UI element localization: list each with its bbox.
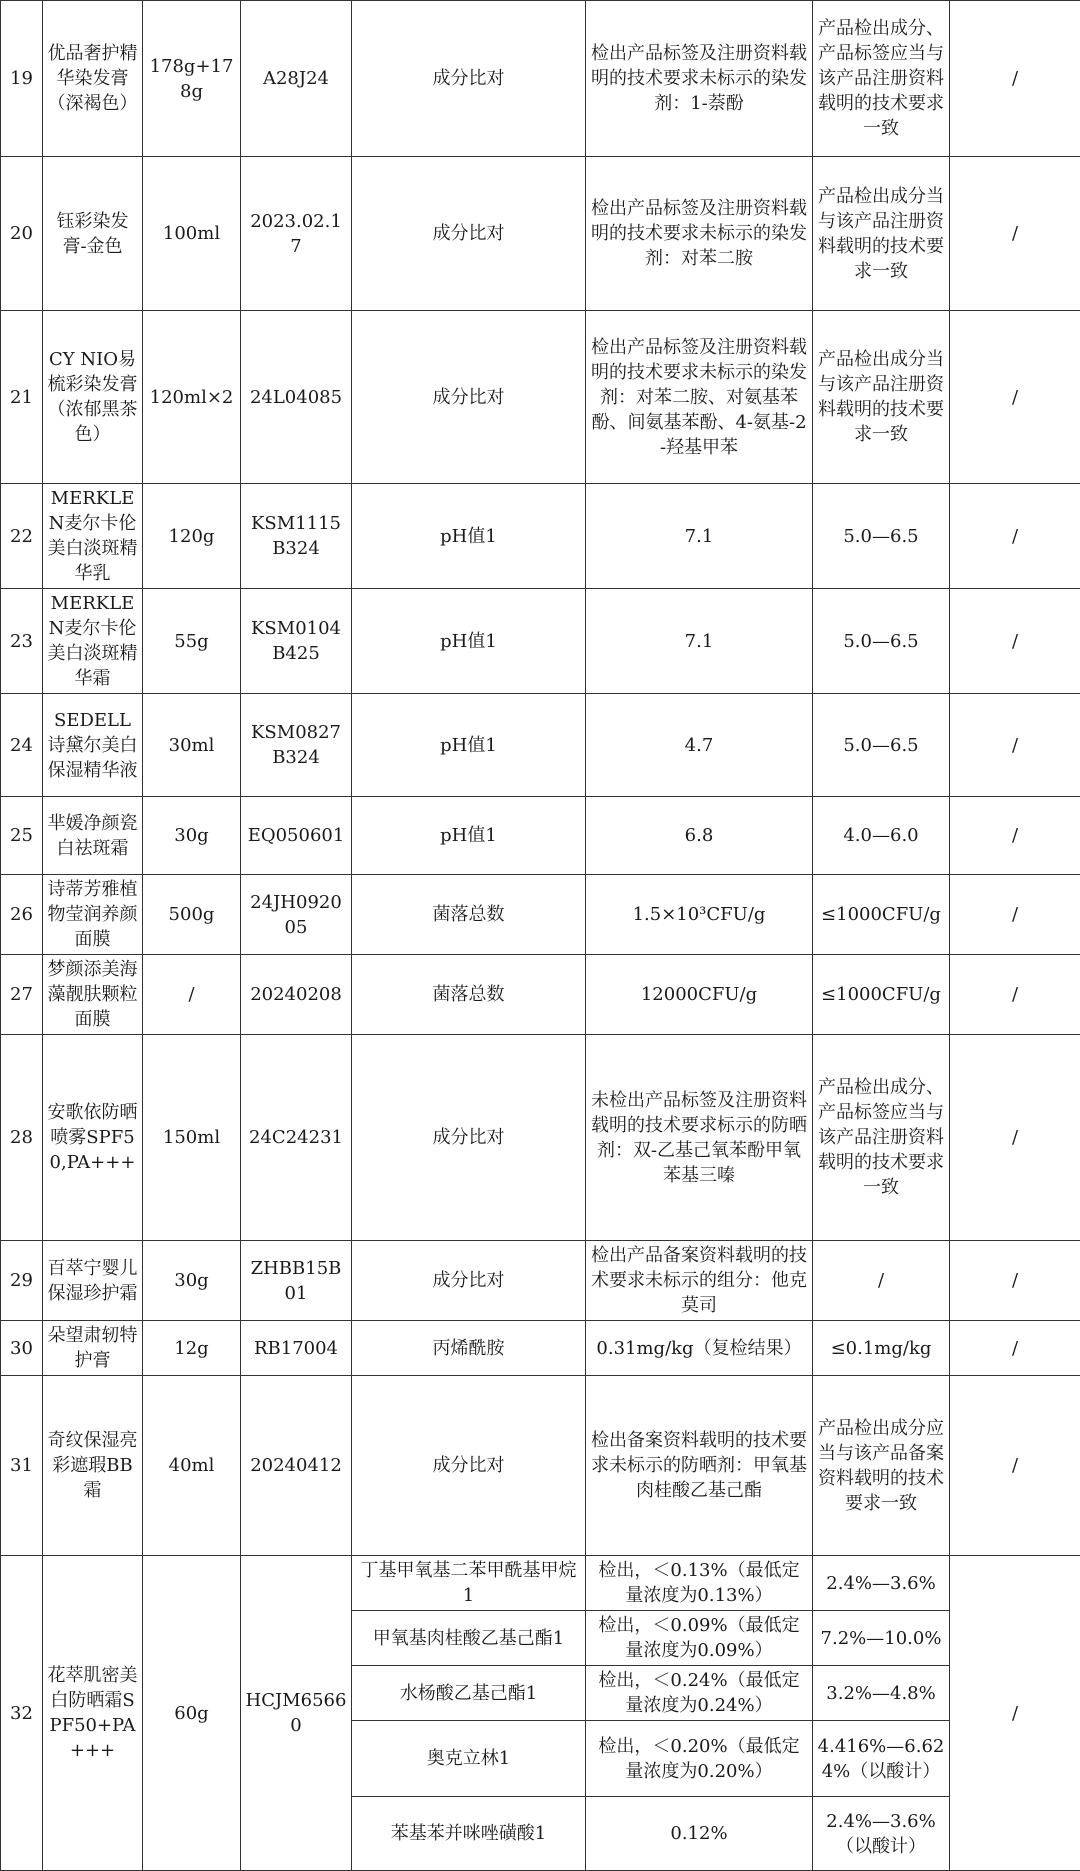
test-item: 成分比对 <box>352 1035 586 1241</box>
product-name: 朵望肃轫特护膏 <box>43 1321 143 1376</box>
remark: / <box>950 1376 1080 1556</box>
row-number: 20 <box>1 157 43 311</box>
table-row <box>1 1376 1080 1556</box>
standard-requirement: 5.0—6.5 <box>813 694 950 797</box>
remark: / <box>950 694 1080 797</box>
product-spec: 30g <box>143 1241 241 1321</box>
row-number: 24 <box>1 694 43 797</box>
table-row <box>1 1556 1080 1611</box>
product-name: 百萃宁婴儿保湿珍护霜 <box>43 1241 143 1321</box>
test-result: 未检出产品标签及注册资料载明的技术要求标示的防晒剂：双-乙基己氧苯酚甲氧苯基三嗪 <box>586 1035 813 1241</box>
batch-number: 24JH092005 <box>241 875 352 955</box>
product-spec: / <box>143 955 241 1035</box>
row-number: 32 <box>1 1556 43 1871</box>
product-spec: 55g <box>143 589 241 694</box>
product-spec: 30g <box>143 797 241 875</box>
test-item: pH值1 <box>352 797 586 875</box>
table-row <box>1 955 1080 1035</box>
table-row <box>1 589 1080 694</box>
product-name: 奇纹保湿亮彩遮瑕BB霜 <box>43 1376 143 1556</box>
row-number: 19 <box>1 1 43 157</box>
standard-requirement: 产品检出成分、产品标签应当与该产品注册资料载明的技术要求一致 <box>813 1035 950 1241</box>
product-name: 优品奢护精华染发膏（深褐色） <box>43 1 143 157</box>
test-item: 成分比对 <box>352 1241 586 1321</box>
standard-requirement: 产品检出成分应当与该产品备案资料载明的技术要求一致 <box>813 1376 950 1556</box>
test-result: 7.1 <box>586 589 813 694</box>
product-spec: 120ml×2 <box>143 311 241 484</box>
test-result: 检出，＜0.20%（最低定量浓度为0.20%） <box>586 1721 813 1797</box>
remark: / <box>950 1 1080 157</box>
test-result: 检出，＜0.09%（最低定量浓度为0.09%） <box>586 1611 813 1666</box>
test-result: 7.1 <box>586 484 813 589</box>
test-result: 0.12% <box>586 1797 813 1871</box>
product-spec: 500g <box>143 875 241 955</box>
standard-requirement: 产品检出成分当与该产品注册资料载明的技术要求一致 <box>813 311 950 484</box>
table-row <box>1 1 1080 157</box>
batch-number: RB17004 <box>241 1321 352 1376</box>
table-row <box>1 1321 1080 1376</box>
test-item: 水杨酸乙基己酯1 <box>352 1666 586 1721</box>
row-number: 21 <box>1 311 43 484</box>
row-number: 31 <box>1 1376 43 1556</box>
table-row <box>1 157 1080 311</box>
standard-requirement: 7.2%—10.0% <box>813 1611 950 1666</box>
test-item: pH值1 <box>352 694 586 797</box>
standard-requirement: 产品检出成分、产品标签应当与该产品注册资料载明的技术要求一致 <box>813 1 950 157</box>
product-spec: 120g <box>143 484 241 589</box>
standard-requirement: ≤0.1mg/kg <box>813 1321 950 1376</box>
batch-number: 24C24231 <box>241 1035 352 1241</box>
product-spec: 30ml <box>143 694 241 797</box>
test-result: 4.7 <box>586 694 813 797</box>
remark: / <box>950 1241 1080 1321</box>
product-spec: 40ml <box>143 1376 241 1556</box>
test-result: 检出产品标签及注册资料载明的技术要求未标示的染发剂：对苯二胺 <box>586 157 813 311</box>
test-item: 菌落总数 <box>352 955 586 1035</box>
test-result: 检出产品标签及注册资料载明的技术要求未标示的染发剂：1-萘酚 <box>586 1 813 157</box>
test-item: 成分比对 <box>352 157 586 311</box>
test-result: 6.8 <box>586 797 813 875</box>
remark: / <box>950 1035 1080 1241</box>
batch-number: ZHBB15B01 <box>241 1241 352 1321</box>
batch-number: EQ050601 <box>241 797 352 875</box>
standard-requirement: 5.0—6.5 <box>813 589 950 694</box>
row-number: 27 <box>1 955 43 1035</box>
product-name: 安歌依防晒喷雾SPF50,PA+++ <box>43 1035 143 1241</box>
standard-requirement: / <box>813 1241 950 1321</box>
remark: / <box>950 589 1080 694</box>
standard-requirement: 产品检出成分当与该产品注册资料载明的技术要求一致 <box>813 157 950 311</box>
product-spec: 100ml <box>143 157 241 311</box>
standard-requirement: ≤1000CFU/g <box>813 955 950 1035</box>
table-row <box>1 484 1080 589</box>
test-result: 检出，＜0.13%（最低定量浓度为0.13%） <box>586 1556 813 1611</box>
product-name: 钰彩染发膏-金色 <box>43 157 143 311</box>
row-number: 30 <box>1 1321 43 1376</box>
table-row <box>1 311 1080 484</box>
row-number: 28 <box>1 1035 43 1241</box>
batch-number: KSM0827B324 <box>241 694 352 797</box>
remark: / <box>950 1321 1080 1376</box>
product-name: MERKLEN麦尔卡伦美白淡斑精华乳 <box>43 484 143 589</box>
test-item: pH值1 <box>352 484 586 589</box>
test-result: 0.31mg/kg（复检结果） <box>586 1321 813 1376</box>
test-item: 甲氧基肉桂酸乙基己酯1 <box>352 1611 586 1666</box>
standard-requirement: 2.4%—3.6%（以酸计） <box>813 1797 950 1871</box>
remark: / <box>950 955 1080 1035</box>
batch-number: 20240208 <box>241 955 352 1035</box>
test-result: 检出备案资料载明的技术要求未标示的防晒剂：甲氧基肉桂酸乙基己酯 <box>586 1376 813 1556</box>
product-name: 梦颜添美海藻靓肤颗粒面膜 <box>43 955 143 1035</box>
remark: / <box>950 797 1080 875</box>
test-result: 检出产品备案资料载明的技术要求未标示的组分：他克莫司 <box>586 1241 813 1321</box>
table-row <box>1 694 1080 797</box>
batch-number: A28J24 <box>241 1 352 157</box>
product-name: 芈媛净颜瓷白祛斑霜 <box>43 797 143 875</box>
standard-requirement: 2.4%—3.6% <box>813 1556 950 1611</box>
test-result: 检出，＜0.24%（最低定量浓度为0.24%） <box>586 1666 813 1721</box>
standard-requirement: 5.0—6.5 <box>813 484 950 589</box>
table-row <box>1 1241 1080 1321</box>
batch-number: 20240412 <box>241 1376 352 1556</box>
remark: / <box>950 1556 1080 1871</box>
product-spec: 60g <box>143 1556 241 1871</box>
test-item: 丁基甲氧基二苯甲酰基甲烷1 <box>352 1556 586 1611</box>
test-item: 奥克立林1 <box>352 1721 586 1797</box>
test-item: 苯基苯并咪唑磺酸1 <box>352 1797 586 1871</box>
test-item: pH值1 <box>352 589 586 694</box>
product-spec: 12g <box>143 1321 241 1376</box>
row-number: 23 <box>1 589 43 694</box>
standard-requirement: 3.2%—4.8% <box>813 1666 950 1721</box>
test-item: 成分比对 <box>352 1376 586 1556</box>
table-row <box>1 875 1080 955</box>
remark: / <box>950 157 1080 311</box>
test-item: 丙烯酰胺 <box>352 1321 586 1376</box>
row-number: 29 <box>1 1241 43 1321</box>
row-number: 22 <box>1 484 43 589</box>
test-item: 成分比对 <box>352 1 586 157</box>
remark: / <box>950 311 1080 484</box>
batch-number: KSM1115B324 <box>241 484 352 589</box>
batch-number: HCJM65660 <box>241 1556 352 1871</box>
row-number: 26 <box>1 875 43 955</box>
product-name: 花萃肌密美白防晒霜SPF50+PA+++ <box>43 1556 143 1871</box>
standard-requirement: 4.416%—6.624%（以酸计） <box>813 1721 950 1797</box>
table-row <box>1 797 1080 875</box>
batch-number: 24L04085 <box>241 311 352 484</box>
remark: / <box>950 875 1080 955</box>
product-spec: 150ml <box>143 1035 241 1241</box>
batch-number: KSM0104B425 <box>241 589 352 694</box>
test-result: 1.5×10³CFU/g <box>586 875 813 955</box>
table-row <box>1 1035 1080 1241</box>
product-name: SEDELL诗黛尔美白保湿精华液 <box>43 694 143 797</box>
batch-number: 2023.02.17 <box>241 157 352 311</box>
remark: / <box>950 484 1080 589</box>
test-result: 检出产品标签及注册资料载明的技术要求未标示的染发剂：对苯二胺、对氨基苯酚、间氨基苯酚、4-氨基-2-羟基甲苯 <box>586 311 813 484</box>
standard-requirement: ≤1000CFU/g <box>813 875 950 955</box>
product-name: 诗蒂芳雅植物莹润养颜面膜 <box>43 875 143 955</box>
standard-requirement: 4.0—6.0 <box>813 797 950 875</box>
product-name: MERKLEN麦尔卡伦美白淡斑精华霜 <box>43 589 143 694</box>
test-result: 12000CFU/g <box>586 955 813 1035</box>
test-item: 成分比对 <box>352 311 586 484</box>
test-item: 菌落总数 <box>352 875 586 955</box>
product-name: CY NIO易梳彩染发膏（浓郁黑茶色） <box>43 311 143 484</box>
product-spec: 178g+178g <box>143 1 241 157</box>
row-number: 25 <box>1 797 43 875</box>
